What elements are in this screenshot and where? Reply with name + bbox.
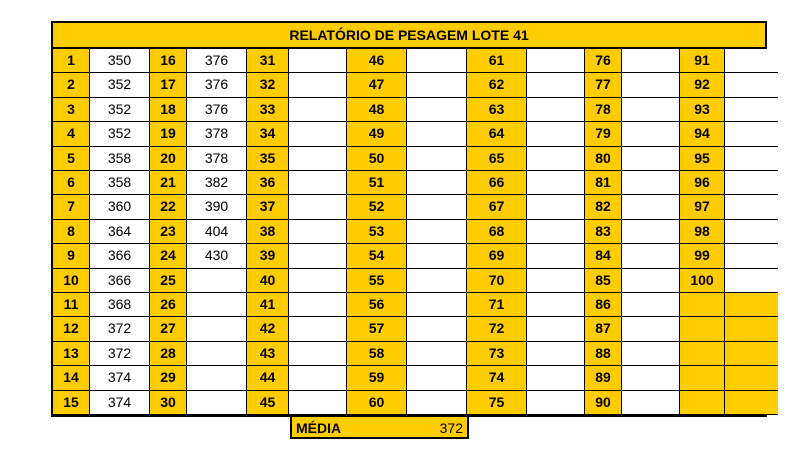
weight-cell (527, 342, 585, 366)
weight-cell (622, 342, 680, 366)
weight-cell (187, 317, 247, 341)
animal-number-cell: 73 (467, 342, 527, 366)
animal-number-cell: 95 (680, 147, 725, 171)
weight-cell (527, 293, 585, 317)
weight-cell (725, 49, 778, 73)
animal-number-cell: 89 (585, 366, 622, 390)
animal-number-cell: 85 (585, 269, 622, 293)
animal-number-cell: 19 (150, 122, 187, 146)
animal-number-cell: 48 (347, 98, 407, 122)
report-title: RELATÓRIO DE PESAGEM LOTE 41 (53, 23, 765, 49)
weight-cell (407, 366, 467, 390)
animal-number-cell: 23 (150, 220, 187, 244)
weight-cell (725, 171, 778, 195)
animal-number-cell: 94 (680, 122, 725, 146)
weight-cell (289, 220, 347, 244)
weight-cell (407, 171, 467, 195)
weight-cell (289, 391, 347, 415)
weight-cell (289, 269, 347, 293)
animal-number-cell: 27 (150, 317, 187, 341)
weight-cell: 376 (187, 73, 247, 97)
weight-cell (289, 366, 347, 390)
weight-cell: 366 (90, 244, 150, 268)
animal-number-cell: 10 (53, 269, 90, 293)
weighing-report-table (51, 21, 767, 417)
weight-cell (725, 195, 778, 219)
animal-number-cell: 13 (53, 342, 90, 366)
weight-cell (622, 73, 680, 97)
weight-cell: 372 (90, 342, 150, 366)
weights-grid (53, 49, 765, 417)
animal-number-cell: 65 (467, 147, 527, 171)
animal-number-cell: 24 (150, 244, 187, 268)
weight-cell (725, 147, 778, 171)
animal-number-cell: 96 (680, 171, 725, 195)
weight-cell (622, 147, 680, 171)
weight-cell (289, 195, 347, 219)
animal-number-cell: 67 (467, 195, 527, 219)
weight-cell: 366 (90, 269, 150, 293)
animal-number-cell: 32 (247, 73, 289, 97)
weight-cell (407, 73, 467, 97)
animal-number-cell: 100 (680, 269, 725, 293)
animal-number-cell: 81 (585, 171, 622, 195)
animal-number-cell: 54 (347, 244, 407, 268)
animal-number-cell: 18 (150, 98, 187, 122)
animal-number-cell: 58 (347, 342, 407, 366)
animal-number-cell: 70 (467, 269, 527, 293)
animal-number-cell: 26 (150, 293, 187, 317)
weight-cell (289, 147, 347, 171)
animal-number-cell: 82 (585, 195, 622, 219)
weight-cell (622, 220, 680, 244)
animal-number-cell: 84 (585, 244, 622, 268)
weight-cell (289, 49, 347, 73)
animal-number-cell: 17 (150, 73, 187, 97)
animal-number-cell: 98 (680, 220, 725, 244)
weight-cell: 352 (90, 98, 150, 122)
animal-number-cell: 77 (585, 73, 622, 97)
weight-cell: 358 (90, 147, 150, 171)
weight-cell: 372 (90, 317, 150, 341)
weight-cell (187, 342, 247, 366)
weight-cell (725, 269, 778, 293)
animal-number-cell: 49 (347, 122, 407, 146)
weight-cell: 382 (187, 171, 247, 195)
animal-number-cell: 55 (347, 269, 407, 293)
animal-number-cell: 8 (53, 220, 90, 244)
weight-cell (622, 293, 680, 317)
animal-number-cell: 62 (467, 73, 527, 97)
weight-cell: 358 (90, 171, 150, 195)
empty-number-cell (680, 391, 725, 415)
weight-cell: 352 (90, 73, 150, 97)
weight-cell: 376 (187, 49, 247, 73)
weight-cell (622, 269, 680, 293)
empty-number-cell (680, 366, 725, 390)
animal-number-cell: 6 (53, 171, 90, 195)
animal-number-cell: 2 (53, 73, 90, 97)
animal-number-cell: 68 (467, 220, 527, 244)
weight-cell (527, 122, 585, 146)
weight-cell: 404 (187, 220, 247, 244)
animal-number-cell: 36 (247, 171, 289, 195)
animal-number-cell: 43 (247, 342, 289, 366)
weight-cell (725, 220, 778, 244)
animal-number-cell: 61 (467, 49, 527, 73)
weight-cell (527, 317, 585, 341)
animal-number-cell: 99 (680, 244, 725, 268)
weight-cell (527, 171, 585, 195)
empty-number-cell (680, 293, 725, 317)
animal-number-cell: 63 (467, 98, 527, 122)
animal-number-cell: 20 (150, 147, 187, 171)
weight-cell (187, 293, 247, 317)
average-value: 372 (439, 420, 463, 436)
animal-number-cell: 47 (347, 73, 407, 97)
weight-cell (527, 98, 585, 122)
animal-number-cell: 1 (53, 49, 90, 73)
weight-cell (407, 220, 467, 244)
animal-number-cell: 46 (347, 49, 407, 73)
animal-number-cell: 12 (53, 317, 90, 341)
weight-cell (527, 269, 585, 293)
weight-cell (527, 244, 585, 268)
weight-cell (187, 366, 247, 390)
weight-cell (289, 342, 347, 366)
animal-number-cell: 52 (347, 195, 407, 219)
animal-number-cell: 76 (585, 49, 622, 73)
weight-cell (527, 391, 585, 415)
animal-number-cell: 92 (680, 73, 725, 97)
weight-cell (187, 269, 247, 293)
average-row (290, 415, 469, 439)
animal-number-cell: 37 (247, 195, 289, 219)
animal-number-cell: 90 (585, 391, 622, 415)
weight-cell (527, 195, 585, 219)
weight-cell: 368 (90, 293, 150, 317)
weight-cell (622, 317, 680, 341)
animal-number-cell: 22 (150, 195, 187, 219)
weight-cell (289, 171, 347, 195)
animal-number-cell: 9 (53, 244, 90, 268)
animal-number-cell: 50 (347, 147, 407, 171)
weight-cell (407, 195, 467, 219)
filler-cell (725, 366, 778, 390)
weight-cell: 352 (90, 122, 150, 146)
animal-number-cell: 35 (247, 147, 289, 171)
animal-number-cell: 39 (247, 244, 289, 268)
empty-number-cell (680, 317, 725, 341)
animal-number-cell: 51 (347, 171, 407, 195)
weight-cell (622, 171, 680, 195)
animal-number-cell: 7 (53, 195, 90, 219)
animal-number-cell: 60 (347, 391, 407, 415)
weight-cell (527, 73, 585, 97)
weight-cell (527, 220, 585, 244)
filler-cell (725, 391, 778, 415)
weight-cell (725, 73, 778, 97)
animal-number-cell: 16 (150, 49, 187, 73)
weight-cell (725, 244, 778, 268)
weight-cell (407, 147, 467, 171)
animal-number-cell: 57 (347, 317, 407, 341)
empty-number-cell (680, 342, 725, 366)
animal-number-cell: 11 (53, 293, 90, 317)
weight-cell (622, 391, 680, 415)
animal-number-cell: 45 (247, 391, 289, 415)
weight-cell (725, 98, 778, 122)
weight-cell: 360 (90, 195, 150, 219)
animal-number-cell: 44 (247, 366, 289, 390)
animal-number-cell: 72 (467, 317, 527, 341)
animal-number-cell: 42 (247, 317, 289, 341)
weight-cell (622, 244, 680, 268)
filler-cell (725, 317, 778, 341)
weight-cell (622, 366, 680, 390)
animal-number-cell: 71 (467, 293, 527, 317)
animal-number-cell: 56 (347, 293, 407, 317)
animal-number-cell: 74 (467, 366, 527, 390)
weight-cell (407, 293, 467, 317)
animal-number-cell: 59 (347, 366, 407, 390)
weight-cell: 350 (90, 49, 150, 73)
weight-cell: 374 (90, 366, 150, 390)
weight-cell (407, 317, 467, 341)
animal-number-cell: 41 (247, 293, 289, 317)
animal-number-cell: 75 (467, 391, 527, 415)
weight-cell (289, 98, 347, 122)
animal-number-cell: 21 (150, 171, 187, 195)
weight-cell (407, 391, 467, 415)
weight-cell (622, 98, 680, 122)
animal-number-cell: 33 (247, 98, 289, 122)
weight-cell (407, 98, 467, 122)
animal-number-cell: 78 (585, 98, 622, 122)
weight-cell (289, 244, 347, 268)
weight-cell (407, 122, 467, 146)
animal-number-cell: 66 (467, 171, 527, 195)
animal-number-cell: 88 (585, 342, 622, 366)
animal-number-cell: 97 (680, 195, 725, 219)
weight-cell (187, 391, 247, 415)
weight-cell: 390 (187, 195, 247, 219)
weight-cell (289, 293, 347, 317)
weight-cell (527, 49, 585, 73)
weight-cell (407, 49, 467, 73)
filler-cell (725, 342, 778, 366)
weight-cell (289, 73, 347, 97)
weight-cell (622, 49, 680, 73)
animal-number-cell: 79 (585, 122, 622, 146)
weight-cell: 430 (187, 244, 247, 268)
weight-cell (725, 122, 778, 146)
animal-number-cell: 3 (53, 98, 90, 122)
animal-number-cell: 31 (247, 49, 289, 73)
weight-cell: 376 (187, 98, 247, 122)
animal-number-cell: 86 (585, 293, 622, 317)
animal-number-cell: 80 (585, 147, 622, 171)
weight-cell: 364 (90, 220, 150, 244)
animal-number-cell: 34 (247, 122, 289, 146)
animal-number-cell: 14 (53, 366, 90, 390)
weight-cell (289, 122, 347, 146)
weight-cell (622, 122, 680, 146)
animal-number-cell: 29 (150, 366, 187, 390)
weight-cell (407, 269, 467, 293)
animal-number-cell: 30 (150, 391, 187, 415)
animal-number-cell: 64 (467, 122, 527, 146)
animal-number-cell: 53 (347, 220, 407, 244)
weight-cell (407, 244, 467, 268)
weight-cell: 378 (187, 122, 247, 146)
animal-number-cell: 25 (150, 269, 187, 293)
average-label: MÉDIA (296, 420, 342, 436)
filler-cell (725, 293, 778, 317)
animal-number-cell: 15 (53, 391, 90, 415)
weight-cell: 378 (187, 147, 247, 171)
animal-number-cell: 28 (150, 342, 187, 366)
weight-cell (289, 317, 347, 341)
animal-number-cell: 38 (247, 220, 289, 244)
animal-number-cell: 69 (467, 244, 527, 268)
animal-number-cell: 40 (247, 269, 289, 293)
weight-cell (407, 342, 467, 366)
animal-number-cell: 83 (585, 220, 622, 244)
weight-cell: 374 (90, 391, 150, 415)
weight-cell (527, 147, 585, 171)
animal-number-cell: 87 (585, 317, 622, 341)
animal-number-cell: 91 (680, 49, 725, 73)
animal-number-cell: 4 (53, 122, 90, 146)
animal-number-cell: 93 (680, 98, 725, 122)
animal-number-cell: 5 (53, 147, 90, 171)
weight-cell (622, 195, 680, 219)
weight-cell (527, 366, 585, 390)
